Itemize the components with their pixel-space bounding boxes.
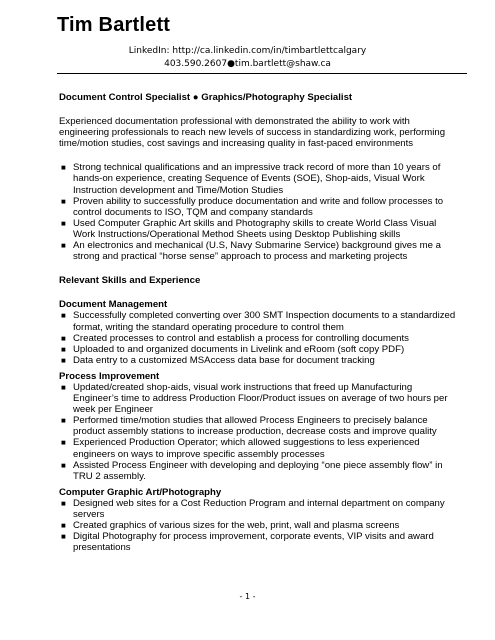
- bullet-icon: ■: [61, 438, 66, 448]
- page-number: - 1 -: [239, 592, 256, 601]
- list-item: ■ Successfully completed converting over 300 SMT Inspection documents to a standardized format, writing the standard operating procedure to control them: [61, 310, 456, 333]
- bullet-icon: ■: [61, 382, 66, 392]
- skills-heading: Relevant Skills and Experience: [59, 275, 201, 287]
- header-divider: [57, 73, 467, 74]
- list-item: ■ Proven ability to successfully produce documentation and write and follow processes to control documents to ISO, TQM and company standards: [61, 195, 444, 218]
- list-item: ■ An electronics and mechanical (U.S, Navy Submarine Service) background gives me a strong and practical “horse sense” approach to process and marketing projects: [61, 240, 441, 263]
- list-item: ■ Created processes to control and establish a process for controlling documents: [61, 332, 409, 344]
- candidate-name: Tim Bartlett: [57, 14, 171, 36]
- list-item: ■ Created graphics of various sizes for the web, print, wall and plasma screens: [61, 520, 400, 532]
- bullet-icon: ■: [61, 521, 66, 531]
- resume-body: [59, 92, 459, 553]
- process-improvement-list: [59, 382, 459, 482]
- bullet-icon: ■: [61, 241, 66, 251]
- list-item: ■ Digital Photography for process improvement, corporate events, VIP visits and award presentations: [61, 531, 434, 554]
- summary-paragraph: Experienced documentation professional with demonstrated the ability to work with engineering professionals to reach new levels of success in standardizing work, performing time/motion studies, cost savings and increasing quality in fast-paced environments: [59, 116, 446, 150]
- professional-title: Document Control Specialist ● Graphics/Photography Specialist: [59, 92, 353, 103]
- bullet-icon: ■: [61, 163, 66, 173]
- bullet-icon: ■: [61, 196, 66, 206]
- bullet-icon: ■: [61, 344, 66, 354]
- bullet-icon: ■: [61, 355, 66, 365]
- list-item: ■ Strong technical qualifications and an impressive track record of more than 10 years of hands-on experience, creating Sequence of Events (SOE), Shop-aids, Visual Work Instruction development and Time/Motion Studies: [61, 162, 441, 196]
- list-item: ■ Data entry to a customized MSAccess data base for document tracking: [61, 354, 375, 366]
- bullet-icon: ■: [61, 460, 66, 470]
- contact-line: 403.590.2607●tim.bartlett@shaw.ca: [164, 59, 331, 69]
- bullet-icon: ■: [61, 218, 66, 228]
- bullet-icon: ■: [61, 532, 66, 542]
- list-item: ■ Uploaded to and organized documents in Livelink and eRoom (soft copy PDF): [61, 343, 405, 355]
- highlights-list: [59, 162, 459, 262]
- bullet-icon: ■: [61, 311, 66, 321]
- bullet-icon: ■: [61, 416, 66, 426]
- section-heading-document-management: Document Management: [59, 299, 168, 311]
- bullet-icon: ■: [61, 333, 66, 343]
- list-item: ■ Performed time/motion studies that allowed Process Engineers to precisely balance product assembly stations to increase production, decrease costs and improve quality: [61, 415, 437, 438]
- section-heading-process-improvement: Process Improvement: [59, 370, 160, 382]
- bullet-icon: ■: [61, 498, 66, 508]
- linkedin-line: LinkedIn: http://ca.linkedin.com/in/timbartlettcalgary: [128, 46, 367, 56]
- list-item: ■ Experienced Production Operator; which allowed suggestions to less experienced engineers on ways to improve specific assembly processes: [61, 437, 420, 460]
- list-item: ■ Updated/created shop-aids, visual work instructions that freed up Manufacturing Engineer’s time to address Production Floor/Product issues on average of two hours per week per Engineer: [61, 381, 448, 416]
- graphic-art-list: [59, 498, 459, 553]
- section-heading-graphic-art: Computer Graphic Art/Photography: [59, 486, 222, 498]
- list-item: ■ Assisted Process Engineer with developing and deploying “one piece assembly flow” in TRU 2 assembly.: [61, 459, 443, 482]
- list-item: ■ Used Computer Graphic Art skills and Photography skills to create World Class Visual Work Instructions/Operational Method Sheets using Desktop Publishing skills: [61, 217, 437, 240]
- list-item: ■ Designed web sites for a Cost Reduction Program and internal department on company servers: [61, 497, 445, 520]
- document-management-list: [59, 310, 459, 365]
